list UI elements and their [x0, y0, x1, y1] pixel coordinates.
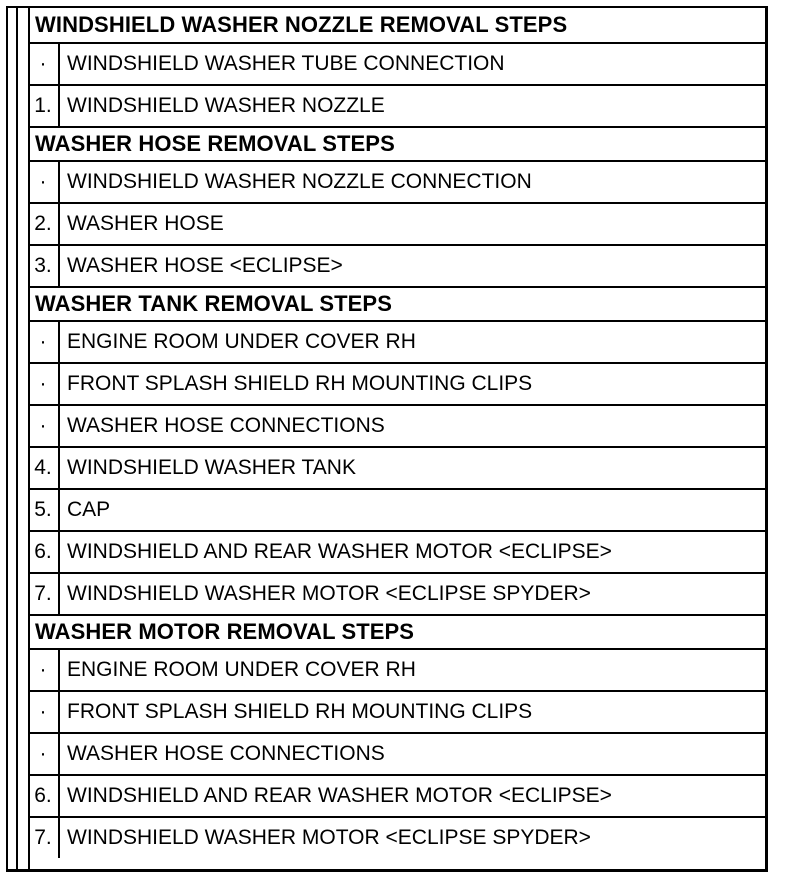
step-marker: 1.	[28, 86, 60, 126]
step-marker: ·	[28, 734, 60, 774]
section-header	[28, 286, 765, 320]
step-marker: ·	[28, 162, 60, 202]
table-row	[28, 320, 765, 362]
step-text: CAP	[67, 498, 111, 521]
step-marker: ·	[28, 692, 60, 732]
step-text: WINDSHIELD WASHER TANK	[67, 456, 356, 479]
section-header	[28, 126, 765, 160]
table-row	[28, 648, 765, 690]
table-row	[28, 84, 765, 126]
section-title: WASHER MOTOR REMOVAL STEPS	[35, 619, 415, 644]
step-text: WINDSHIELD AND REAR WASHER MOTOR <ECLIPSE>	[67, 784, 612, 807]
section-title: WINDSHIELD WASHER NOZZLE REMOVAL STEPS	[35, 12, 568, 37]
step-text: WINDSHIELD WASHER MOTOR <ECLIPSE SPYDER>	[67, 582, 591, 605]
step-marker: 2.	[28, 204, 60, 244]
step-text: WASHER HOSE	[67, 212, 224, 235]
section-title: WASHER TANK REMOVAL STEPS	[35, 291, 392, 316]
step-marker: ·	[28, 44, 60, 84]
section-title: WASHER HOSE REMOVAL STEPS	[35, 131, 395, 156]
table-row	[28, 816, 765, 858]
section-header	[28, 8, 765, 42]
table-row	[28, 488, 765, 530]
step-text: FRONT SPLASH SHIELD RH MOUNTING CLIPS	[67, 700, 533, 723]
table-row	[28, 42, 765, 84]
step-marker: ·	[28, 406, 60, 446]
step-marker: 5.	[28, 490, 60, 530]
step-text: WASHER HOSE CONNECTIONS	[67, 742, 385, 765]
table-row	[28, 244, 765, 286]
step-marker: 6.	[28, 776, 60, 816]
step-marker: ·	[28, 650, 60, 690]
step-text: WINDSHIELD WASHER NOZZLE CONNECTION	[67, 170, 532, 193]
table-row	[28, 732, 765, 774]
step-marker: 7.	[28, 574, 60, 614]
step-text: WINDSHIELD WASHER MOTOR <ECLIPSE SPYDER>	[67, 826, 591, 849]
step-text: ENGINE ROOM UNDER COVER RH	[67, 658, 416, 681]
step-text: WINDSHIELD AND REAR WASHER MOTOR <ECLIPSE>	[67, 540, 612, 563]
table-row	[28, 690, 765, 732]
step-marker: ·	[28, 322, 60, 362]
table-row	[28, 404, 765, 446]
table-row	[28, 160, 765, 202]
step-text: WASHER HOSE <ECLIPSE>	[67, 254, 343, 277]
step-text: FRONT SPLASH SHIELD RH MOUNTING CLIPS	[67, 372, 533, 395]
table-row	[28, 202, 765, 244]
section-header	[28, 614, 765, 648]
step-marker: 6.	[28, 532, 60, 572]
margin-rule-outer	[16, 6, 18, 872]
table-row	[28, 774, 765, 816]
table-row	[28, 572, 765, 614]
step-text: WINDSHIELD WASHER NOZZLE	[67, 94, 385, 117]
step-text: ENGINE ROOM UNDER COVER RH	[67, 330, 416, 353]
step-marker: 3.	[28, 246, 60, 286]
step-text: WASHER HOSE CONNECTIONS	[67, 414, 385, 437]
step-marker: 4.	[28, 448, 60, 488]
step-marker: ·	[28, 364, 60, 404]
step-marker: 7.	[28, 818, 60, 858]
table-row	[28, 362, 765, 404]
table-row	[28, 530, 765, 572]
step-text: WINDSHIELD WASHER TUBE CONNECTION	[67, 52, 505, 75]
table-row	[28, 446, 765, 488]
